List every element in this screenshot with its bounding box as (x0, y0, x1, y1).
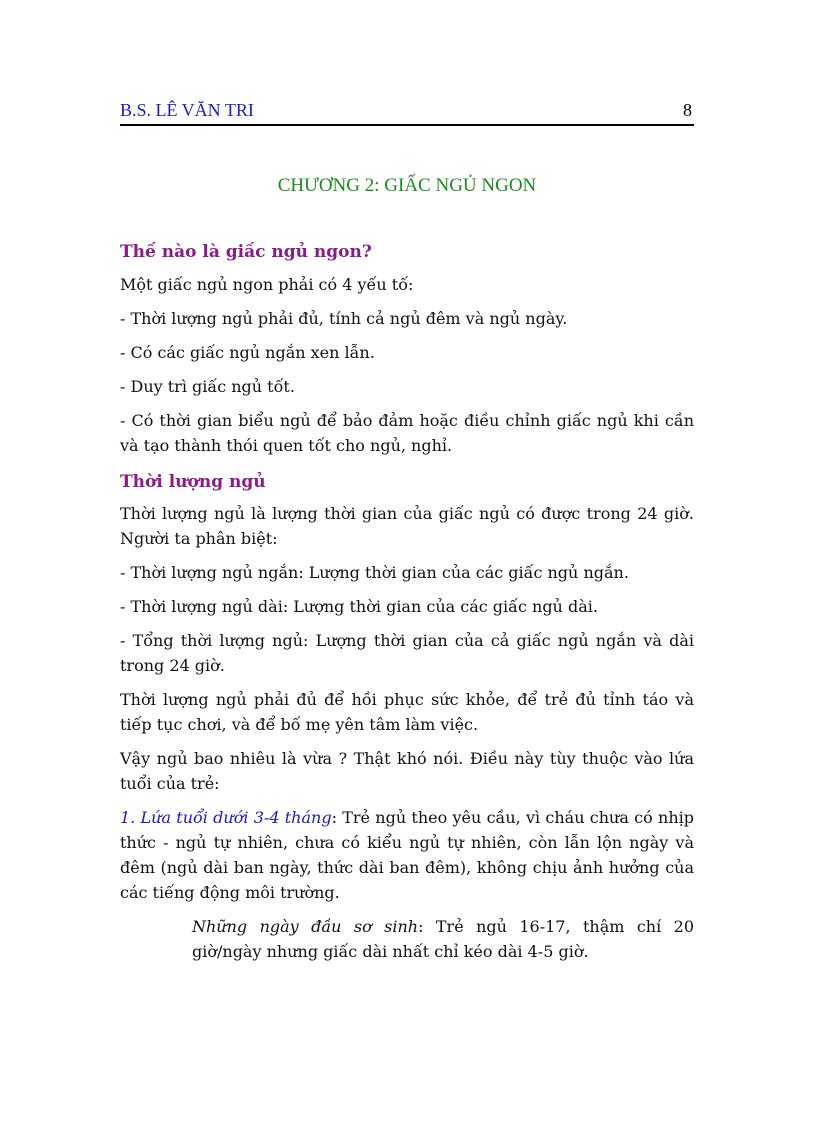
section-heading-sleep-duration: Thời lượng ngủ (120, 472, 266, 492)
paragraph: Thời lượng ngủ phải đủ để hồi phục sức khỏe, để trẻ đủ tỉnh táo và tiếp tục chơi, và để bố mẹ yên tâm làm việc. (120, 690, 694, 734)
header-author: B.S. LÊ VĂN TRI (120, 100, 254, 120)
newborn-paragraph (192, 914, 694, 964)
list-item: - Có thời gian biểu ngủ để bảo đảm hoặc điều chỉnh giấc ngủ khi cần và tạo thành thói quen tốt cho ngủ, nghỉ. (120, 411, 694, 455)
list-item: - Tổng thời lượng ngủ: Lượng thời gian của cả giấc ngủ ngắn và dài trong 24 giờ. (120, 631, 694, 675)
age-group-text: : Trẻ ngủ theo yêu cầu, vì cháu chưa có nhịp thức - ngủ tự nhiên, chưa có kiểu ngủ tự nhiên, còn lẫn lộn ngày và đêm (ngủ dài ban ngày, thức dài ban đêm), không chịu ảnh hưởng của các tiếng động môi trường. (120, 808, 694, 902)
list-item: - Duy trì giấc ngủ tốt. (120, 377, 295, 396)
page-header (120, 100, 694, 126)
list-item: - Thời lượng ngủ dài: Lượng thời gian của các giấc ngủ dài. (120, 597, 598, 616)
newborn-label: Những ngày đầu sơ sinh (192, 917, 419, 936)
chapter-title: CHƯƠNG 2: GIẤC NGỦ NGON (277, 175, 537, 196)
age-group-label: 1. Lứa tuổi dưới 3-4 tháng (120, 808, 332, 827)
list-item: - Thời lượng ngủ ngắn: Lượng thời gian của các giấc ngủ ngắn. (120, 563, 629, 582)
paragraph: Vậy ngủ bao nhiêu là vừa ? Thật khó nói. Điều này tùy thuộc vào lứa tuổi của trẻ: (120, 749, 694, 793)
section-heading-good-sleep: Thế nào là giấc ngủ ngon? (120, 242, 372, 262)
paragraph: Một giấc ngủ ngon phải có 4 yếu tố: (120, 275, 414, 294)
paragraph: Thời lượng ngủ là lượng thời gian của giấc ngủ có được trong 24 giờ. Người ta phân biệt: (120, 504, 694, 548)
newborn-text: : Trẻ ngủ 16-17, thậm chí 20 giờ/ngày nhưng giấc dài nhất chỉ kéo dài 4-5 giờ. (192, 917, 694, 961)
list-item: - Có các giấc ngủ ngắn xen lẫn. (120, 343, 375, 362)
age-group-paragraph (120, 805, 694, 905)
document-page (120, 100, 694, 973)
page-number: 8 (683, 100, 692, 120)
list-item: - Thời lượng ngủ phải đủ, tính cả ngủ đêm và ngủ ngày. (120, 309, 568, 328)
